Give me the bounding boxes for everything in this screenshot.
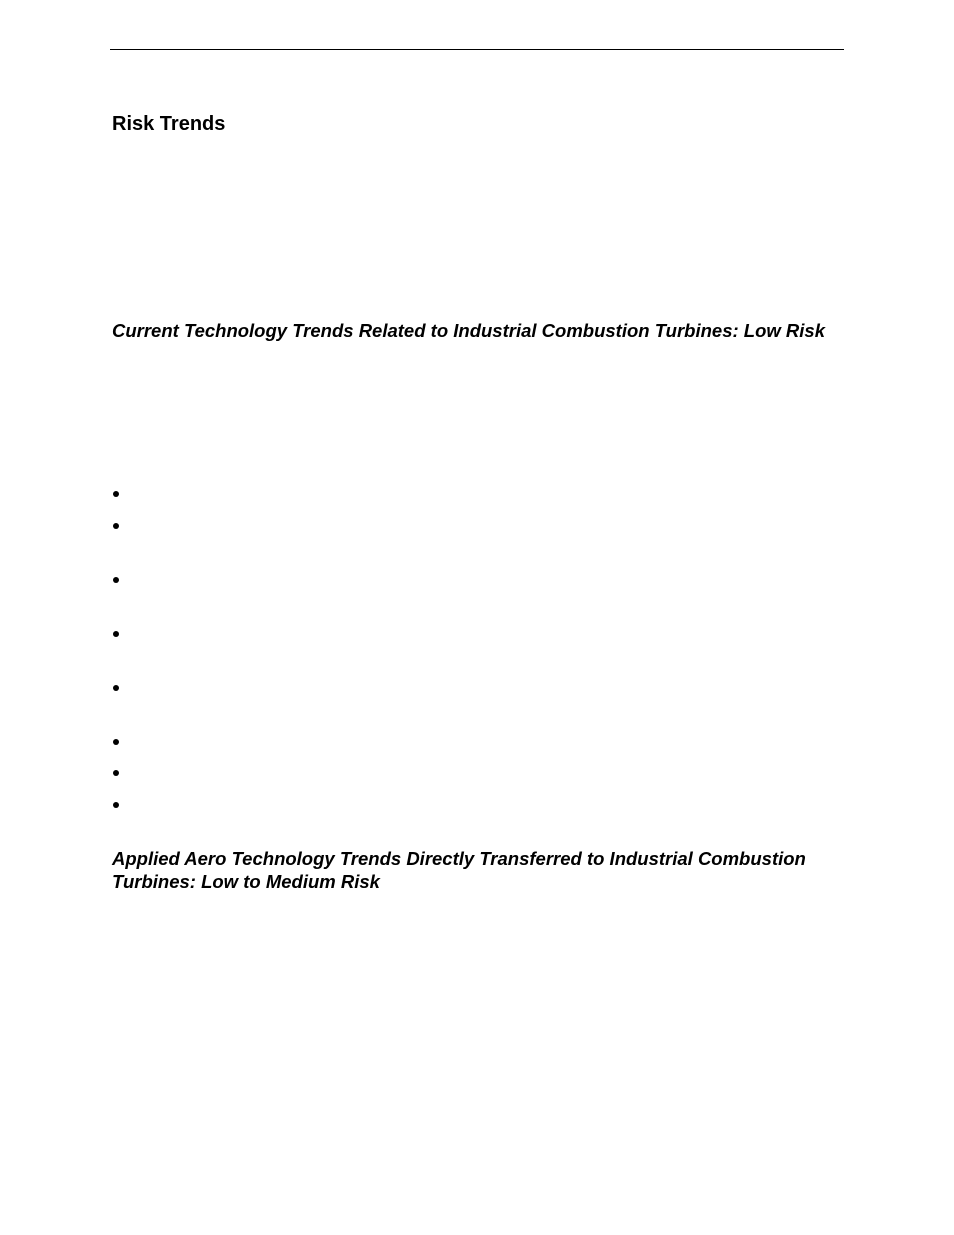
- list-item: [112, 769, 122, 779]
- list-item: [112, 522, 122, 532]
- bullet-icon: [113, 685, 119, 691]
- header-rule: [110, 49, 844, 50]
- list-item: [112, 576, 122, 586]
- list-item: [112, 738, 122, 748]
- list-item: [112, 490, 122, 500]
- bullet-icon: [113, 802, 119, 808]
- list-item: [112, 684, 122, 694]
- bullet-icon: [113, 770, 119, 776]
- list-item: [112, 801, 122, 811]
- subsection-title-current-technology: Current Technology Trends Related to Industrial Combustion Turbines: Low Risk: [112, 320, 825, 341]
- bullet-icon: [113, 739, 119, 745]
- subsection-title-applied-aero-technology: Applied Aero Technology Trends Directly Transferred to Industrial Combustion Turbines: Low to Medium Risk: [112, 848, 806, 892]
- bullet-icon: [113, 491, 119, 497]
- bullet-icon: [113, 577, 119, 583]
- bullet-icon: [113, 631, 119, 637]
- list-item: [112, 630, 122, 640]
- section-heading: Risk Trends: [112, 113, 226, 135]
- bullet-icon: [113, 523, 119, 529]
